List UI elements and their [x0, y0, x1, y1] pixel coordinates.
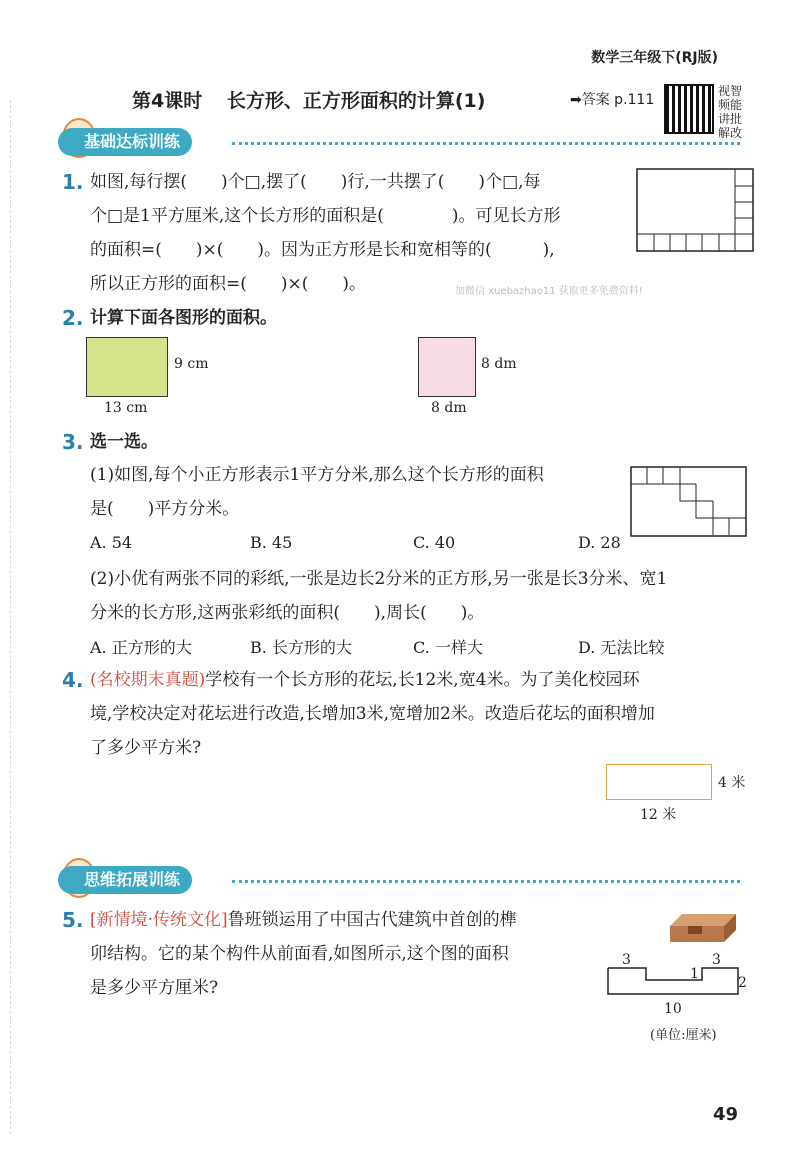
source-tag: (名校期末真题) [90, 670, 206, 690]
q3-prompt: 选一选。 [90, 432, 158, 452]
rect-width-label: 13 cm [104, 400, 148, 416]
option-a[interactable]: A. 54 [90, 533, 133, 552]
page-number: 49 [712, 1104, 738, 1125]
lesson-topic: 长方形、正方形面积的计算(1) [226, 90, 486, 112]
q4-text: 学校有一个长方形的花坛,长12米,宽4米。为了美化校园环 [205, 670, 640, 690]
rect-height-label: 9 cm [174, 356, 209, 372]
flowerbed-figure [606, 764, 712, 800]
q4-line: 境,学校决定对花坛进行改造,长增加3米,宽增加2米。改造后花坛的面积增加 [90, 704, 655, 724]
dim-left-label: 3 [622, 952, 631, 968]
q4-line: 了多少平方米? [90, 738, 202, 758]
answer-reference[interactable] [570, 89, 654, 109]
option-b[interactable]: B. 长方形的大 [250, 638, 352, 657]
dim-width-label: 10 [664, 1001, 682, 1017]
section-banner-basic: 基础达标训练 [58, 128, 192, 156]
section-divider [232, 880, 740, 883]
square-side-label: 8 dm [431, 400, 467, 416]
q1-line: 的面积=( )×( )。因为正方形是长和宽相等的( ), [90, 240, 555, 260]
unit-note: (单位:厘米) [650, 1028, 717, 1043]
book-title: 数学三年级下(RJ版) [591, 50, 718, 66]
section-banner-extension: 思维拓展训练 [58, 866, 192, 894]
flowerbed-width-label: 12 米 [640, 807, 677, 823]
q2-prompt: 计算下面各图形的面积。 [90, 308, 277, 328]
option-c[interactable]: C. 一样大 [413, 638, 483, 657]
q1-line: 如图,每行摆( )个□,摆了( )行,一共摆了( )个□,每 [90, 172, 541, 192]
q1-grid-figure [636, 168, 756, 252]
question-number: 3. [62, 430, 84, 454]
dim-right-label: 3 [712, 952, 721, 968]
q3-part2-line: (2)小优有两张不同的彩纸,一张是边长2分米的正方形,另一张是长3分米、宽1 [90, 569, 668, 589]
question-number: 1. [62, 170, 84, 194]
q5-line: 卯结构。它的某个构件从前面看,如图所示,这个图的面积 [90, 944, 509, 964]
option-c[interactable]: C. 40 [413, 533, 456, 552]
dim-notch-label: 1 [690, 966, 699, 982]
square-side-label: 8 dm [481, 356, 517, 372]
arrow-right-icon: ➡ [570, 92, 582, 108]
question-number: 2. [62, 306, 84, 330]
page-title [132, 86, 485, 113]
option-d[interactable]: D. 无法比较 [578, 638, 665, 657]
q5-line [90, 908, 517, 932]
q3-part2-line: 分米的长方形,这两张彩纸的面积( ),周长( )。 [90, 603, 485, 623]
q5-text: 鲁班锁运用了中国古代建筑中首创的榫 [227, 910, 517, 930]
watermark-text: 加微信 xuebazhao11 获取更多免费资料! [455, 286, 643, 297]
luban-lock-block-icon [668, 906, 740, 946]
q3-part1-line: 是( )平方分米。 [90, 499, 240, 519]
section-divider [232, 142, 740, 145]
q1-line: 所以正方形的面积=( )×( )。 [90, 274, 367, 294]
option-d[interactable]: D. 28 [578, 533, 621, 552]
q4-line [90, 668, 640, 692]
qr-code-icon[interactable] [664, 84, 714, 134]
flowerbed-height-label: 4 米 [718, 775, 746, 791]
dim-height-label: 2 [738, 975, 747, 991]
question-number: 5. [62, 908, 84, 932]
answer-ref-text: 答案 p.111 [581, 92, 655, 108]
q3-staircase-figure [630, 466, 748, 538]
q1-line: 个□是1平方厘米,这个长方形的面积是( )。可见长方形 [90, 206, 561, 226]
question-number: 4. [62, 668, 84, 692]
lesson-label: 第4课时 [132, 90, 203, 112]
rectangle-figure [86, 337, 168, 397]
square-figure [418, 337, 476, 397]
qr-label: 视智频能讲批解改 [718, 84, 743, 140]
source-tag: [新情境·传统文化] [90, 910, 228, 930]
option-a[interactable]: A. 正方形的大 [90, 638, 192, 657]
q3-part1-line: (1)如图,每个小正方形表示1平方分米,那么这个长方形的面积 [90, 465, 544, 485]
dashed-gutter-line [10, 100, 11, 1134]
q5-line: 是多少平方厘米? [90, 978, 219, 998]
option-b[interactable]: B. 45 [250, 533, 293, 552]
